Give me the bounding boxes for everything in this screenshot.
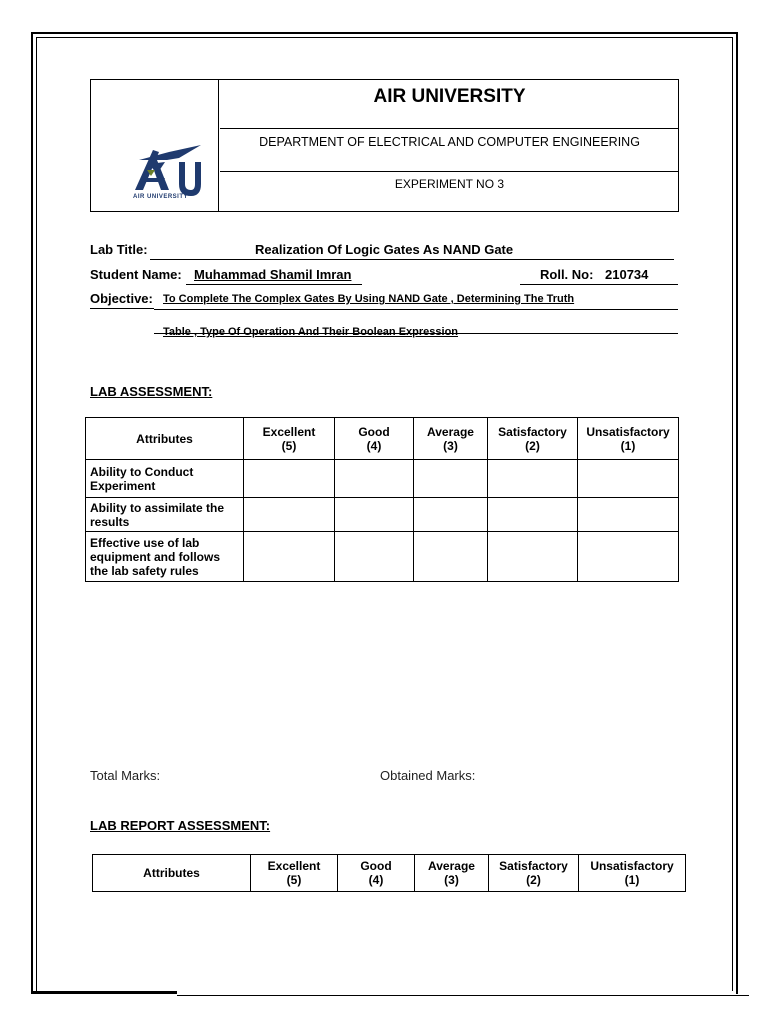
lab-title-label: Lab Title: <box>90 242 148 257</box>
lab-report-assessment-title: LAB REPORT ASSESSMENT: <box>90 818 271 833</box>
table-header-row <box>86 418 679 460</box>
score-cell[interactable] <box>414 532 488 582</box>
objective-line-2: Table , Type Of Operation And Their Boolean Expression <box>163 326 459 338</box>
score-cell[interactable] <box>578 532 679 582</box>
lab-assessment-table <box>85 417 679 582</box>
score-cell[interactable] <box>244 498 335 532</box>
lab-report-assessment-table <box>92 854 686 892</box>
logo-caption: AIR UNIVERSITY <box>133 194 189 200</box>
col-average: Average (3) <box>414 418 488 460</box>
col-good: Good (4) <box>338 855 415 892</box>
university-title: AIR UNIVERSITY <box>220 80 679 129</box>
score-cell[interactable] <box>488 460 578 498</box>
student-name-underline <box>186 284 362 285</box>
score-cell[interactable] <box>414 498 488 532</box>
col-attributes: Attributes <box>93 855 251 892</box>
objective-line-1: To Complete The Complex Gates By Using NAND Gate , Determining The Truth <box>163 293 575 305</box>
col-unsatisfactory: Unsatisfactory (1) <box>579 855 686 892</box>
score-cell[interactable] <box>335 532 414 582</box>
roll-number-label: Roll. No: <box>540 267 594 282</box>
logo-cell <box>91 80 219 211</box>
lab-assessment-title: LAB ASSESSMENT: <box>90 384 213 399</box>
score-cell[interactable] <box>414 460 488 498</box>
col-attributes: Attributes <box>86 418 244 460</box>
score-cell[interactable] <box>578 498 679 532</box>
col-excellent: Excellent (5) <box>251 855 338 892</box>
score-cell[interactable] <box>244 460 335 498</box>
attribute-cell: Ability to Conduct Experiment <box>86 460 244 498</box>
objective-underline-1 <box>154 309 678 310</box>
table-header-row <box>93 855 686 892</box>
objective-label: Objective: <box>90 291 153 306</box>
score-cell[interactable] <box>578 460 679 498</box>
score-cell[interactable] <box>488 532 578 582</box>
student-name-label: Student Name: <box>90 267 182 282</box>
table-row <box>86 532 679 582</box>
col-unsatisfactory: Unsatisfactory (1) <box>578 418 679 460</box>
col-average: Average (3) <box>415 855 489 892</box>
score-cell[interactable] <box>244 532 335 582</box>
student-name-value: Muhammad Shamil Imran <box>194 267 352 282</box>
attribute-cell: Effective use of lab equipment and follows the lab safety rules <box>86 532 244 582</box>
header-table <box>90 79 679 212</box>
experiment-number: EXPERIMENT NO 3 <box>394 177 505 191</box>
col-satisfactory: Satisfactory (2) <box>488 418 578 460</box>
air-university-logo-icon <box>129 140 205 196</box>
roll-number-underline <box>520 284 678 285</box>
score-cell[interactable] <box>488 498 578 532</box>
table-row <box>86 498 679 532</box>
objective-underline-2 <box>154 333 678 334</box>
total-marks-label: Total Marks: <box>90 768 161 783</box>
footer-rule <box>31 991 177 994</box>
department-title: DEPARTMENT OF ELECTRICAL AND COMPUTER ENGINEERING <box>220 129 679 172</box>
footer-rule-thin <box>177 995 749 996</box>
col-satisfactory: Satisfactory (2) <box>489 855 579 892</box>
lab-title-value: Realization Of Logic Gates As NAND Gate <box>255 242 514 257</box>
roll-number-value: 210734 <box>605 267 649 282</box>
obtained-marks-label: Obtained Marks: <box>380 768 476 783</box>
col-excellent: Excellent (5) <box>244 418 335 460</box>
attribute-cell: Ability to assimilate the results <box>86 498 244 532</box>
score-cell[interactable] <box>335 460 414 498</box>
score-cell[interactable] <box>335 498 414 532</box>
objective-label-underline <box>90 308 154 309</box>
table-row <box>86 460 679 498</box>
col-good: Good (4) <box>335 418 414 460</box>
lab-title-underline <box>150 259 674 260</box>
